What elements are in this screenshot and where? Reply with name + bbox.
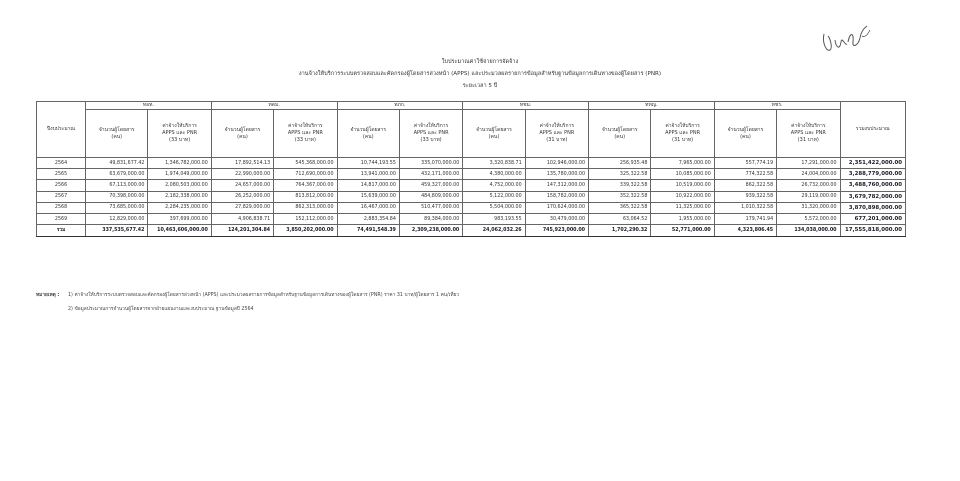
fee-cell: 26,732,000.00 — [777, 180, 840, 191]
note-item: 1) ค่าจ้างให้บริการระบบตรวจสอบและคัดกรองผู้โดยสารล่วงหน้า (APPS) และประมวลผลรายการข้อมูลสำหรับฐานข้อมูลการเดินทางของผู้โดยสาร (PNR) ราคา 31 บาท/ผู้โดยสาร 1 คน/เที่ยว — [68, 293, 459, 298]
group-header: ทชม. — [463, 102, 589, 110]
passengers-cell: 256,935.48 — [589, 158, 651, 169]
passengers-cell: 15,639,000.00 — [337, 191, 399, 202]
passengers-cell: 774,322.58 — [714, 169, 776, 180]
fee-cell: 89,384,000.00 — [399, 213, 462, 224]
fee-cell: 10,085,000.00 — [651, 169, 714, 180]
fee-cell: 335,070,000.00 — [399, 158, 462, 169]
passengers-col-header: จำนวนผู้โดยสาร (คน) — [589, 110, 651, 158]
passengers-cell: 4,380,000.00 — [463, 169, 525, 180]
fee-cell: 102,946,000.00 — [525, 158, 588, 169]
passengers-cell: 325,322.58 — [589, 169, 651, 180]
passengers-cell: 2,883,354.84 — [337, 213, 399, 224]
passengers-cell: 74,491,548.39 — [337, 225, 399, 237]
fee-cell: 31,320,000.00 — [777, 202, 840, 213]
total-cell: 2,351,422,000.00 — [840, 158, 906, 169]
group-header: ทภก. — [337, 102, 463, 110]
passengers-cell: 27,829,000.00 — [211, 202, 273, 213]
passengers-cell: 5,122,000.00 — [463, 191, 525, 202]
table-row — [37, 180, 906, 191]
passengers-cell: 3,320,838.71 — [463, 158, 525, 169]
page-subtitle: งานจ้างให้บริการระบบตรวจสอบและคัดกรองผู้โดยสารล่วงหน้า (APPS) และประมวลผลรายการข้อมูลสำหรับฐานข้อมูลการเดินทางของผู้โดยสาร (PNR) — [298, 71, 662, 77]
passengers-cell: 939,322.58 — [714, 191, 776, 202]
passengers-cell: 63,679,000.00 — [86, 169, 148, 180]
fee-cell: 152,112,000.00 — [274, 213, 337, 224]
fee-cell: 1,974,049,000.00 — [148, 169, 211, 180]
fee-cell: 1,955,000.00 — [651, 213, 714, 224]
total-cell: 3,679,782,000.00 — [840, 191, 906, 202]
fee-cell: 1,346,782,000.00 — [148, 158, 211, 169]
passengers-cell: 4,752,000.00 — [463, 180, 525, 191]
passengers-cell: 179,741.94 — [714, 213, 776, 224]
year-cell: 2565 — [37, 169, 86, 180]
page-title: ใบประมาณค่าใช้จ่ายการจัดจ้าง — [441, 59, 519, 65]
total-cell: 17,555,818,000.00 — [840, 225, 906, 237]
fee-cell: 11,325,000.00 — [651, 202, 714, 213]
total-cell: 3,488,760,000.00 — [840, 180, 906, 191]
fee-cell: 510,477,000.00 — [399, 202, 462, 213]
table-row — [37, 191, 906, 202]
sum-row — [37, 225, 906, 237]
total-header: รวมงบประมาณ — [840, 102, 906, 158]
passengers-cell: 557,774.19 — [714, 158, 776, 169]
total-cell: 677,201,000.00 — [840, 213, 906, 224]
fee-cell: 29,119,000.00 — [777, 191, 840, 202]
fee-cell: 712,690,000.00 — [274, 169, 337, 180]
budget-table — [36, 101, 906, 237]
table-row — [37, 202, 906, 213]
passengers-cell: 862,322.58 — [714, 180, 776, 191]
contract-period: ระยะเวลา 5 ปี — [462, 83, 498, 89]
fee-cell: 2,284,235,000.00 — [148, 202, 211, 213]
passengers-cell: 12,829,000.00 — [86, 213, 148, 224]
passengers-cell: 1,702,290.32 — [589, 225, 651, 237]
passengers-col-header: จำนวนผู้โดยสาร (คน) — [86, 110, 148, 158]
table-row — [37, 213, 906, 224]
passengers-col-header: จำนวนผู้โดยสาร (คน) — [337, 110, 399, 158]
fee-col-header: ค่าจ้างให้บริการ APPS และ PNR (31 บาท) — [651, 110, 714, 158]
passengers-cell: 124,201,304.84 — [211, 225, 273, 237]
group-header: ทอท. — [86, 102, 212, 110]
passengers-cell: 26,252,000.00 — [211, 191, 273, 202]
passengers-cell: 1,010,322.58 — [714, 202, 776, 213]
passengers-cell: 4,323,806.45 — [714, 225, 776, 237]
table-row — [37, 169, 906, 180]
fee-col-header: ค่าจ้างให้บริการ APPS และ PNR (33 บาท) — [148, 110, 211, 158]
fee-cell: 2,309,238,000.00 — [399, 225, 462, 237]
passengers-cell: 63,064.52 — [589, 213, 651, 224]
notes-label: หมายเหตุ : — [36, 293, 60, 298]
passengers-cell: 10,744,193.55 — [337, 158, 399, 169]
fee-cell: 7,965,000.00 — [651, 158, 714, 169]
sum-label: รวม — [37, 225, 86, 237]
fee-cell: 170,624,000.00 — [525, 202, 588, 213]
fee-cell: 158,782,000.00 — [525, 191, 588, 202]
year-header: ปีงบประมาณ — [37, 102, 86, 158]
passengers-cell: 24,657,000.00 — [211, 180, 273, 191]
passengers-cell: 67,113,000.00 — [86, 180, 148, 191]
fee-cell: 135,780,000.00 — [525, 169, 588, 180]
fee-col-header: ค่าจ้างให้บริการ APPS และ PNR (33 บาท) — [399, 110, 462, 158]
passengers-cell: 16,467,000.00 — [337, 202, 399, 213]
passengers-cell: 49,831,677.42 — [86, 158, 148, 169]
fee-cell: 745,923,000.00 — [525, 225, 588, 237]
fee-cell: 30,479,000.00 — [525, 213, 588, 224]
passengers-cell: 24,062,032.26 — [463, 225, 525, 237]
fee-cell: 147,312,000.00 — [525, 180, 588, 191]
fee-cell: 10,463,606,000.00 — [148, 225, 211, 237]
fee-cell: 17,291,000.00 — [777, 158, 840, 169]
fee-cell: 10,519,000.00 — [651, 180, 714, 191]
year-cell: 2567 — [37, 191, 86, 202]
fee-cell: 862,313,000.00 — [274, 202, 337, 213]
passengers-cell: 14,817,000.00 — [337, 180, 399, 191]
passengers-col-header: จำนวนผู้โดยสาร (คน) — [714, 110, 776, 158]
passengers-cell: 983,193.55 — [463, 213, 525, 224]
passengers-cell: 73,685,000.00 — [86, 202, 148, 213]
fee-col-header: ค่าจ้างให้บริการ APPS และ PNR (31 บาท) — [525, 110, 588, 158]
fee-cell: 397,699,000.00 — [148, 213, 211, 224]
passengers-col-header: จำนวนผู้โดยสาร (คน) — [211, 110, 273, 158]
passengers-cell: 365,322.58 — [589, 202, 651, 213]
year-cell: 2566 — [37, 180, 86, 191]
fee-col-header: ค่าจ้างให้บริการ APPS และ PNR (33 บาท) — [274, 110, 337, 158]
fee-cell: 134,038,000.00 — [777, 225, 840, 237]
fee-cell: 432,171,000.00 — [399, 169, 462, 180]
passengers-cell: 5,504,000.00 — [463, 202, 525, 213]
notes — [36, 289, 459, 317]
group-header: ทดม. — [211, 102, 337, 110]
note-item: 2) ข้อมูลประมาณการจำนวนผู้โดยสารจากฝ่ายแผนงานและงบประมาณ ฐานข้อมูลปี 2564 — [68, 307, 254, 312]
total-cell: 3,870,898,000.00 — [840, 202, 906, 213]
handwritten-signature — [818, 24, 874, 58]
fee-col-header: ค่าจ้างให้บริการ APPS และ PNR (31 บาท) — [777, 110, 840, 158]
total-cell: 3,288,779,000.00 — [840, 169, 906, 180]
passengers-cell: 339,322.58 — [589, 180, 651, 191]
fee-cell: 2,182,338,000.00 — [148, 191, 211, 202]
fee-cell: 3,850,202,000.00 — [274, 225, 337, 237]
year-cell: 2569 — [37, 213, 86, 224]
fee-cell: 459,327,000.00 — [399, 180, 462, 191]
group-header: ทชร. — [714, 102, 840, 110]
fee-cell: 5,572,000.00 — [777, 213, 840, 224]
fee-cell: 813,812,000.00 — [274, 191, 337, 202]
passengers-cell: 13,941,000.00 — [337, 169, 399, 180]
group-header: ทหญ. — [589, 102, 715, 110]
passengers-col-header: จำนวนผู้โดยสาร (คน) — [463, 110, 525, 158]
passengers-cell: 337,535,677.42 — [86, 225, 148, 237]
passengers-cell: 22,990,000.00 — [211, 169, 273, 180]
fee-cell: 484,809,000.00 — [399, 191, 462, 202]
table-row — [37, 158, 906, 169]
fee-cell: 52,771,000.00 — [651, 225, 714, 237]
passengers-cell: 17,892,514.13 — [211, 158, 273, 169]
year-cell: 2568 — [37, 202, 86, 213]
fee-cell: 10,922,000.00 — [651, 191, 714, 202]
fee-cell: 764,367,000.00 — [274, 180, 337, 191]
fee-cell: 545,368,000.00 — [274, 158, 337, 169]
fee-cell: 24,004,000.00 — [777, 169, 840, 180]
year-cell: 2564 — [37, 158, 86, 169]
fee-cell: 2,080,503,000.00 — [148, 180, 211, 191]
passengers-cell: 4,906,838.71 — [211, 213, 273, 224]
passengers-cell: 70,398,000.00 — [86, 191, 148, 202]
passengers-cell: 352,322.58 — [589, 191, 651, 202]
